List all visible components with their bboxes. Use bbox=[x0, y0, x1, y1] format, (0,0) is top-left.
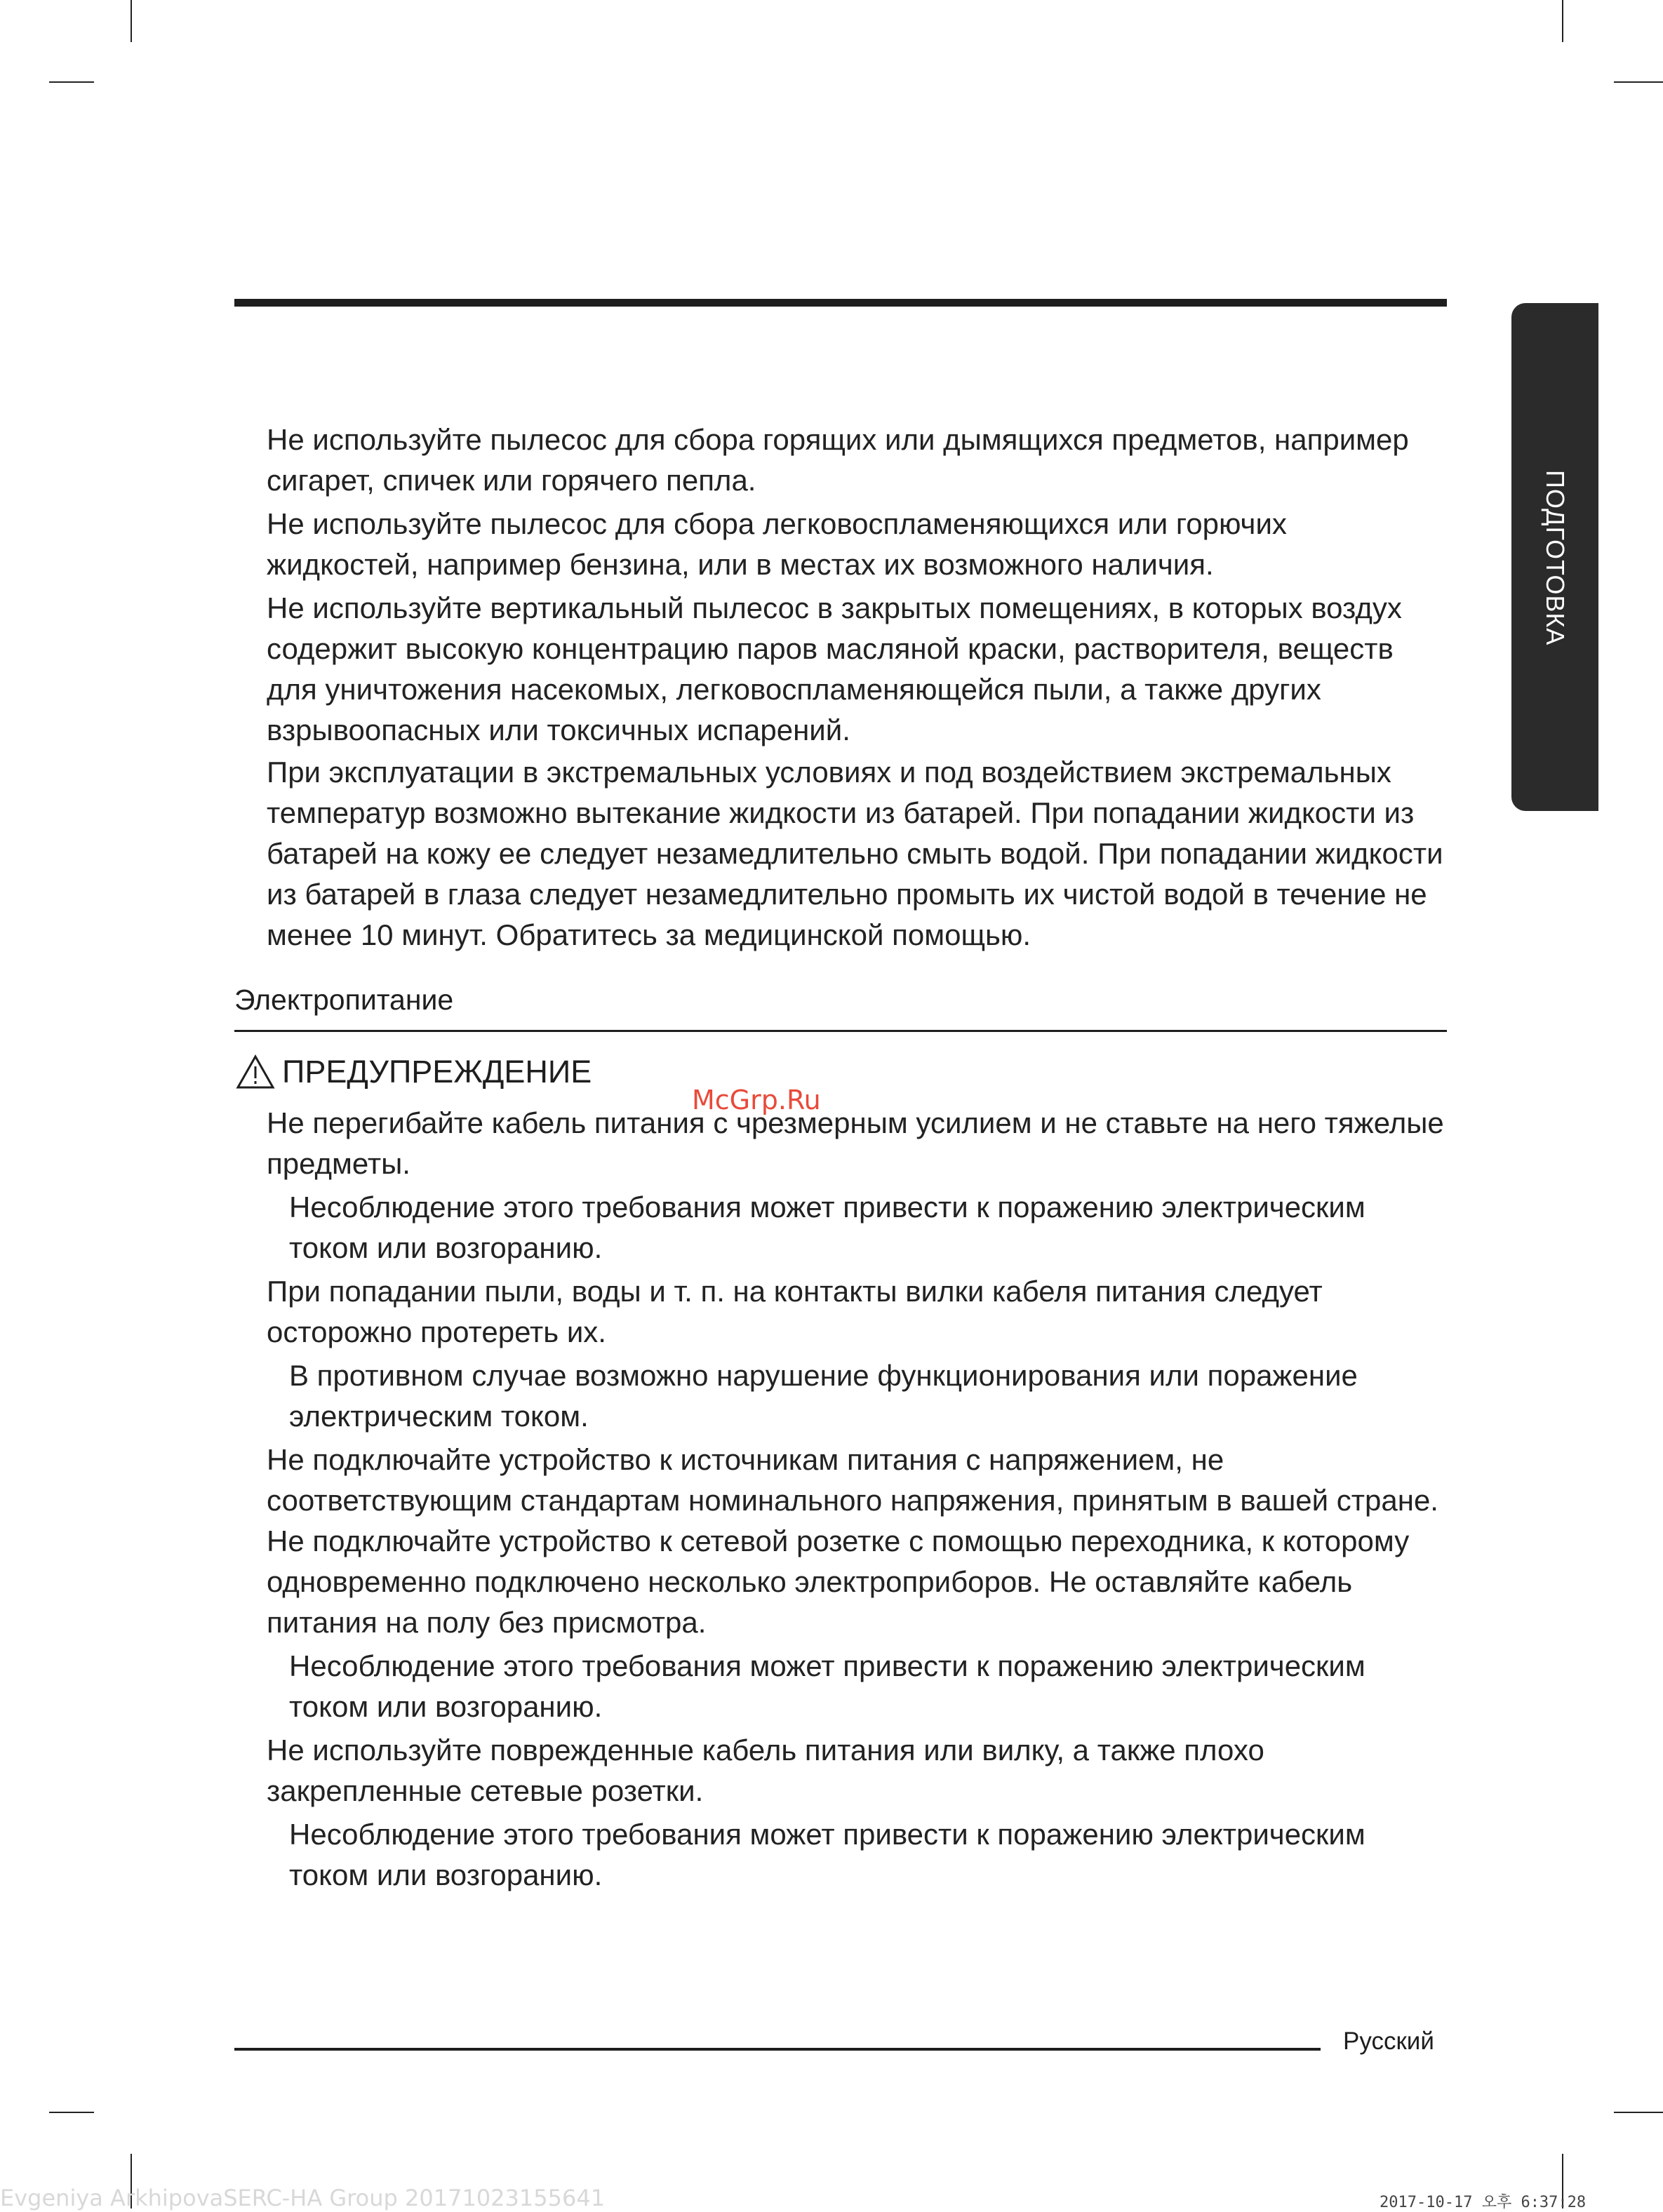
paragraph-line: жидкостей, например бензина, или в местах их возможного наличия. bbox=[267, 548, 1214, 581]
paragraph-line: из батарей в глаза следует незамедлительно промыть их чистой водой в течение не bbox=[267, 878, 1427, 911]
crop-mark bbox=[1614, 2112, 1663, 2113]
warning-item-line: Не подключайте устройство к источникам питания с напряжением, не bbox=[267, 1443, 1224, 1476]
warning-item-line: Не подключайте устройство к сетевой розетке с помощью переходника, к которому bbox=[267, 1524, 1410, 1557]
warning-item-line: питания на полу без присмотра. bbox=[267, 1606, 707, 1639]
paragraph-line: менее 10 минут. Обратитесь за медицинской помощью. bbox=[267, 918, 1031, 951]
warning-item-line: Не перегибайте кабель питания с чрезмерным усилием и не ставьте на него тяжелые bbox=[267, 1106, 1444, 1139]
crop-mark bbox=[49, 81, 94, 83]
warning-item-line: При попадании пыли, воды и т. п. на контакты вилки кабеля питания следует bbox=[267, 1275, 1323, 1308]
crop-mark bbox=[49, 2112, 94, 2113]
paragraph-line: взрывоопасных или токсичных испарений. bbox=[267, 713, 850, 746]
consequence-line: электрическим током. bbox=[289, 1400, 589, 1433]
crop-mark bbox=[1562, 0, 1563, 42]
warning-item-line: предметы. bbox=[267, 1147, 410, 1180]
warning-item-line: закрепленные сетевые розетки. bbox=[267, 1774, 704, 1807]
consequence-line: Несоблюдение этого требования может привести к поражению электрическим bbox=[289, 1818, 1365, 1851]
paragraph-line: батарей на кожу ее следует незамедлительно смыть водой. При попадании жидкости bbox=[267, 837, 1443, 870]
print-info-left: Evgeniya ArkhipovaSERC-HA Group 20171023155641 bbox=[0, 2185, 606, 2211]
paragraph-line: Не используйте пылесос для сбора горящих или дымящихся предметов, например bbox=[267, 423, 1409, 456]
chapter-tab-label: ПОДГОТОВКА bbox=[1541, 470, 1570, 646]
warning-label: ПРЕДУПРЕЖДЕНИЕ bbox=[282, 1054, 592, 1090]
watermark: McGrp.Ru bbox=[692, 1085, 821, 1115]
crop-mark bbox=[1614, 81, 1663, 83]
consequence-line: током или возгоранию. bbox=[289, 1231, 603, 1264]
crop-mark bbox=[131, 0, 132, 42]
warning-item-line: соответствующим стандартам номинального напряжения, принятым в вашей стране. bbox=[267, 1484, 1438, 1517]
paragraph-line: Не используйте вертикальный пылесос в закрытых помещениях, в которых воздух bbox=[267, 591, 1402, 624]
warning-heading bbox=[236, 1054, 592, 1090]
warning-item-line: осторожно протереть их. bbox=[267, 1315, 606, 1348]
consequence-line: током или возгоранию. bbox=[289, 1690, 603, 1723]
consequence-line: Несоблюдение этого требования может привести к поражению электрическим bbox=[289, 1649, 1365, 1682]
consequence-line: током или возгоранию. bbox=[289, 1858, 603, 1891]
paragraph-line: Не используйте пылесос для сбора легковоспламеняющихся или горючих bbox=[267, 507, 1287, 540]
paragraph-line: При эксплуатации в экстремальных условиях и под воздействием экстремальных bbox=[267, 756, 1391, 789]
chapter-tab-label-wrap bbox=[1511, 303, 1598, 811]
paragraph-line: содержит высокую концентрацию паров масляной краски, растворителя, веществ bbox=[267, 632, 1394, 665]
consequence-line: Несоблюдение этого требования может привести к поражению электрическим bbox=[289, 1191, 1365, 1224]
section-title: Электропитание bbox=[234, 984, 454, 1016]
footer-language: Русский bbox=[1343, 2027, 1434, 2055]
paragraph-line: температур возможно вытекание жидкости из батарей. При попадании жидкости из bbox=[267, 796, 1415, 829]
warning-item-line: одновременно подключено несколько электроприборов. Не оставляйте кабель bbox=[267, 1565, 1353, 1598]
paragraph-line: для уничтожения насекомых, легковоспламеняющейся пыли, а также других bbox=[267, 673, 1321, 706]
print-info-right: 2017-10-17 오후 6:37:28 bbox=[1380, 2194, 1587, 2211]
consequence-line: В противном случае возможно нарушение функционирования или поражение bbox=[289, 1359, 1358, 1392]
warning-item-line: Не используйте поврежденные кабель питания или вилку, а также плохо bbox=[267, 1734, 1264, 1767]
header-rule bbox=[234, 299, 1447, 307]
section-rule bbox=[234, 1030, 1447, 1032]
paragraph-line: сигарет, спичек или горячего пепла. bbox=[267, 464, 756, 497]
footer-rule bbox=[234, 2048, 1321, 2051]
warning-triangle-icon bbox=[236, 1054, 275, 1090]
